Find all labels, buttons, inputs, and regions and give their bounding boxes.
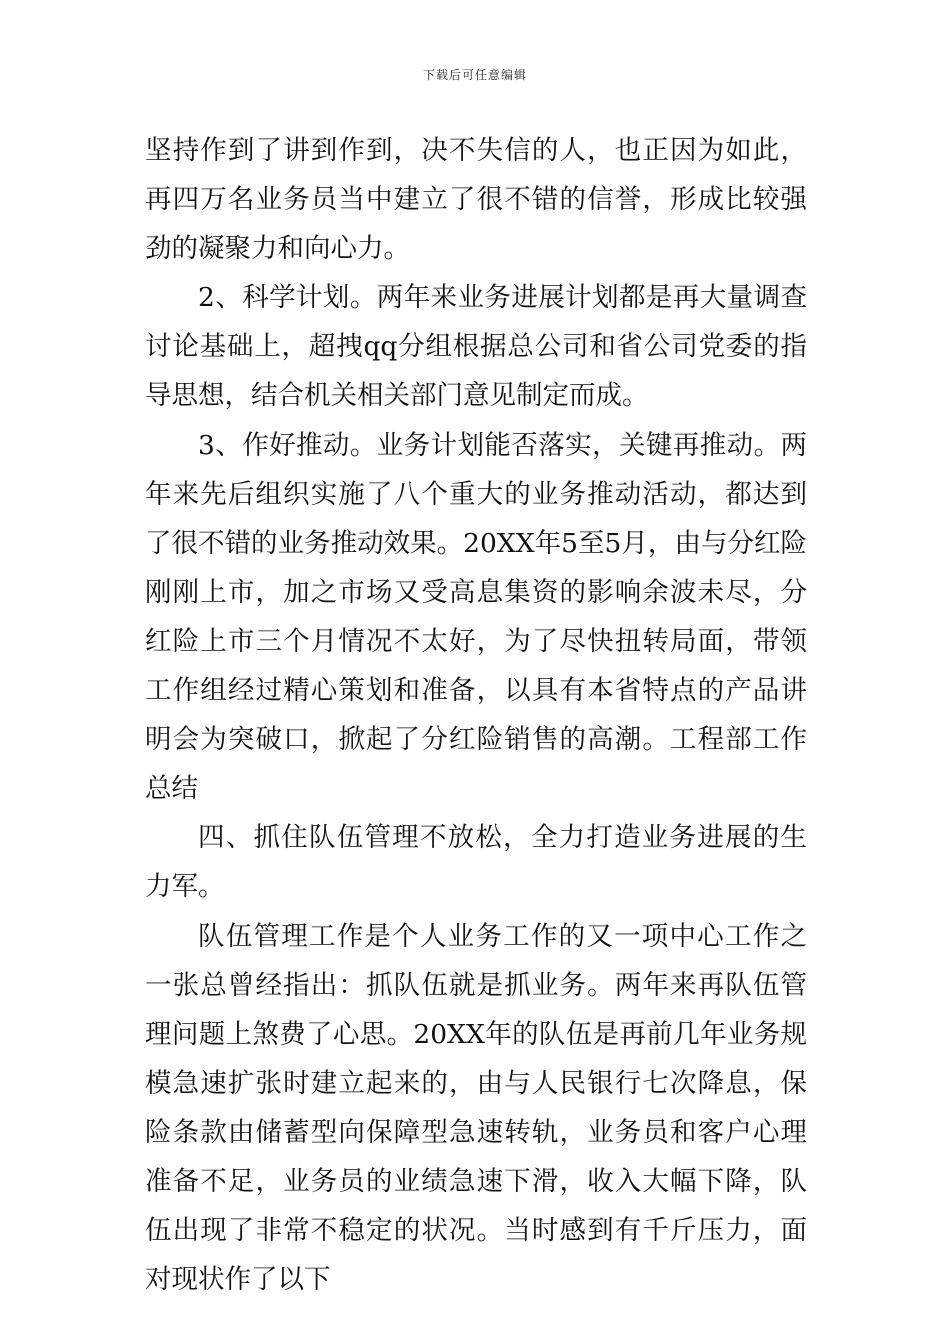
paragraph-2-line-1: 2、科学计划。两年来业务进展计划都是再大量调查讨 <box>145 282 807 363</box>
paragraph-2-line-3: 想，结合机关相关部门意见制定而成。 <box>198 380 649 412</box>
paragraph-3-line-6: 过精心策划和准备，以具有本省特点的产品讲明会为突破 <box>145 675 808 756</box>
paragraph-5-line-1: 队伍管理工作是个人业务工作的又一项中心工作之一 <box>145 920 807 1001</box>
paragraph-1-line-1: 坚持作到了讲到作到，决不失信的人，也正因为如此，再 <box>145 135 807 216</box>
paragraph-1-line-2: 四万名业务员当中建立了很不错的信誉，形成比较强劲的 <box>145 184 808 265</box>
paragraph-5-line-6: 业务员的业绩急速下滑，收入大幅下降，队伍出现了非常 <box>145 1165 808 1247</box>
page-header: 下载后可任意编辑 <box>422 68 527 82</box>
paragraph-3-line-1: 3、作好推动。业务计划能否落实，关键再推动。两年 <box>145 429 807 510</box>
paragraph-5-line-4: 扩张时建立起来的，由与人民银行七次降息，保险条款由 <box>145 1067 808 1148</box>
paragraph-5-line-7: 不稳定的状况。当时感到有千斤压力，面对现状作了以下 <box>145 1215 808 1296</box>
paragraph-5-line-3: 题上煞费了心思。20XX年的队伍是再前几年业务规模急速 <box>145 1018 807 1099</box>
paragraph-2 <box>145 273 807 420</box>
paragraph-4 <box>145 813 807 911</box>
paragraph-5-line-5: 储蓄型向保障型急速转轨，业务员和客户心理准备不足， <box>145 1116 808 1197</box>
paragraph-3-line-7: 口，掀起了分红险销售的高潮。工程部工作总结 <box>145 724 808 805</box>
paragraph-2-line-2: 论基础上，超拽qq分组根据总公司和省公司党委的指导思 <box>145 331 807 412</box>
paragraph-5-line-2: 张总曾经指出：抓队伍就是抓业务。两年来再队伍管理问 <box>145 969 808 1050</box>
paragraph-4-line-2: 军。 <box>171 871 225 903</box>
paragraph-5 <box>145 912 807 1305</box>
paragraph-3-line-5: 市三个月情况不太好，为了尽快扭转局面，带领工作组经 <box>145 625 808 707</box>
paragraph-3-line-3: 不错的业务推动效果。20XX年5至5月，由与分红险刚刚 <box>145 527 808 608</box>
paragraph-1 <box>145 126 807 273</box>
paragraph-3 <box>145 421 807 814</box>
paragraph-3-line-4: 上市，加之市场又受高息集资的影响余波未尽，分红险上 <box>145 576 808 657</box>
paragraph-3-line-2: 来先后组织实施了八个重大的业务推动活动，都达到了很 <box>145 478 808 559</box>
paragraph-1-line-3: 凝聚力和向心力。 <box>198 233 410 265</box>
paragraph-4-line-1: 四、抓住队伍管理不放松，全力打造业务进展的生力 <box>145 822 807 903</box>
document-body <box>145 126 807 1304</box>
